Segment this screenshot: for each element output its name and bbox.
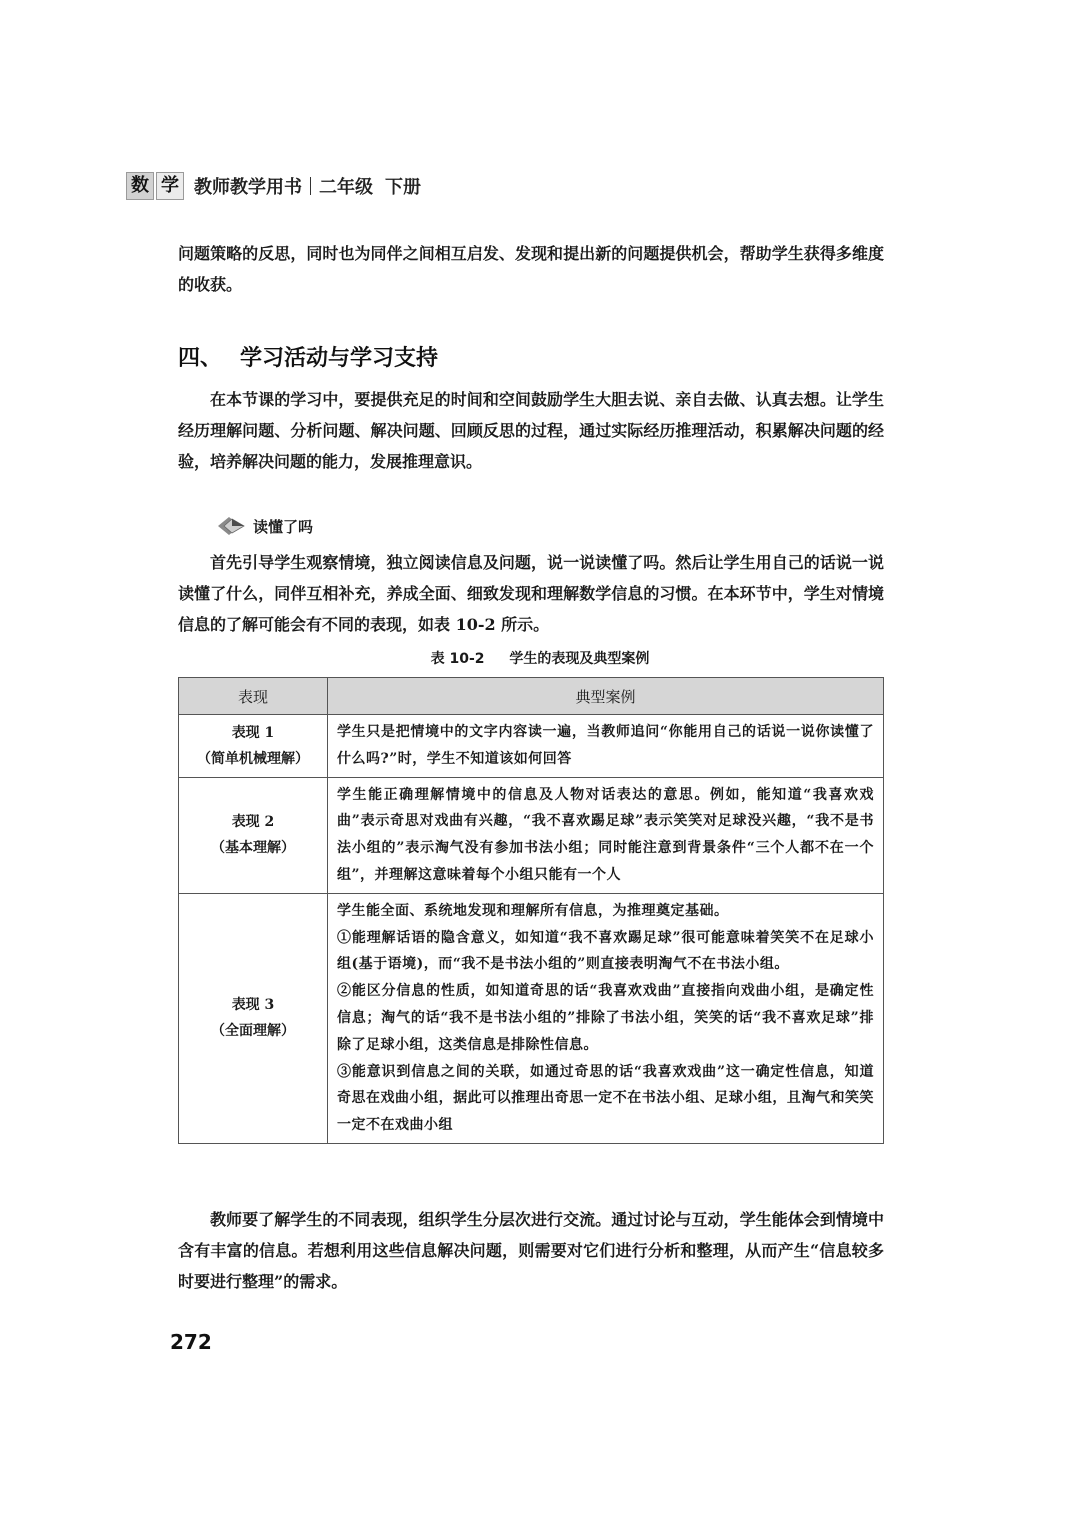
section-title: 学习活动与学习支持 — [240, 346, 439, 371]
performance-cell — [179, 715, 328, 778]
case-point-3: ③能意识到信息之间的关联，如通过奇思的话“我喜欢戏曲”这一确定性信息，知道奇思在戏曲小组，据此可以推理出奇思一定不在书法小组、足球小组，且淘气和笑笑一定不在戏曲小组 — [337, 1063, 874, 1134]
section-paragraph: 在本节课的学习中，要提供充足的时间和空间鼓励学生大胆去说、亲自去做、认真去想。让学生经历理解问题、分析问题、解决问题、回顾反思的过程，通过实际经历推理活动，积累解决问题的经验，培养解决问题的能力，发展推理意识。 — [178, 390, 884, 471]
performance-cell — [179, 893, 328, 1143]
performance-level: 表现 2 — [231, 814, 275, 831]
table-caption-number: 表 10-2 — [430, 651, 485, 667]
intro-paragraph: 问题策略的反思，同时也为同伴之间相互启发、发现和提出新的问题提供机会，帮助学生获得多维度的收获。 — [178, 244, 884, 294]
performance-level: 表现 1 — [231, 724, 275, 741]
performance-type: （简单机械理解） — [197, 750, 309, 767]
table-header-row — [179, 678, 884, 715]
page-number: 272 — [170, 1330, 212, 1354]
case-text: 学生只是把情境中的文字内容读一遍，当教师追问“你能用自己的话说一说你读懂了什么吗?”时，学生不知道该如何回答 — [337, 724, 874, 767]
header-divider — [310, 177, 311, 195]
book-title: 教师教学用书 — [194, 177, 302, 198]
case-cell — [328, 715, 884, 778]
performance-table — [178, 677, 884, 1144]
case-cell — [328, 893, 884, 1143]
case-point-2: ②能区分信息的性质，如知道奇思的话“我喜欢戏曲”直接指向戏曲小组，是确定性信息；淘气的话“我不是书法小组的”排除了书法小组，笑笑的话“我不喜欢足球”排除了足球小组，这类信息是排除性信息。 — [337, 983, 874, 1053]
section-heading — [178, 341, 438, 372]
table-row — [179, 893, 884, 1143]
table-row — [179, 715, 884, 778]
diamond-icon — [215, 514, 249, 538]
subsection-heading — [215, 514, 313, 538]
table-caption — [0, 648, 1080, 668]
table-caption-title: 学生的表现及典型案例 — [509, 651, 650, 667]
header-typical-case: 典型案例 — [328, 678, 884, 715]
case-point-1: ①能理解话语的隐含意义，如知道“我不喜欢踢足球”很可能意味着笑笑不在足球小组(基于语境)，而“我不是书法小组的”则直接表明淘气不在书法小组。 — [337, 929, 874, 973]
performance-level: 表现 3 — [231, 997, 275, 1014]
volume-label: 下册 — [385, 177, 421, 198]
running-header — [126, 172, 421, 200]
case-text: 学生能全面、系统地发现和理解所有信息，为推理奠定基础。 — [337, 902, 729, 919]
table-row — [179, 777, 884, 893]
performance-cell — [179, 777, 328, 893]
header-performance: 表现 — [179, 678, 328, 715]
performance-type: （基本理解） — [211, 840, 295, 857]
case-text: 学生能正确理解情境中的信息及人物对话表达的意思。例如，能知道“我喜欢戏曲”表示奇思对戏曲有兴趣，“我不喜欢踢足球”表示笑笑对足球没兴趣，“我不是书法小组的”表示淘气没有参加书法小组；同时能注意到背景条件“三个人都不在一个组”，并理解这意味着每个小组只能有一个人 — [337, 786, 874, 883]
performance-type: （全面理解） — [211, 1023, 295, 1040]
section-number: 四、 — [178, 346, 223, 371]
book-logo — [126, 172, 186, 200]
logo-char-shu: 数 — [126, 172, 154, 200]
subsection-paragraph: 首先引导学生观察情境，独立阅读信息及问题，说一说读懂了吗。然后让学生用自己的话说一说读懂了什么，同伴互相补充，养成全面、细致发现和理解数学信息的习惯。在本环节中，学生对情境信息的了解可能会有不同的表现，如表 10-2 所示。 — [178, 553, 884, 634]
grade-label: 二年级 — [319, 177, 373, 198]
case-cell — [328, 777, 884, 893]
logo-char-xue: 学 — [156, 172, 184, 200]
closing-paragraph: 教师要了解学生的不同表现，组织学生分层次进行交流。通过讨论与互动，学生能体会到情境中含有丰富的信息。若想利用这些信息解决问题，则需要对它们进行分析和整理，从而产生“信息较多时要进行整理”的需求。 — [178, 1210, 884, 1291]
subsection-title: 读懂了吗 — [253, 517, 314, 536]
